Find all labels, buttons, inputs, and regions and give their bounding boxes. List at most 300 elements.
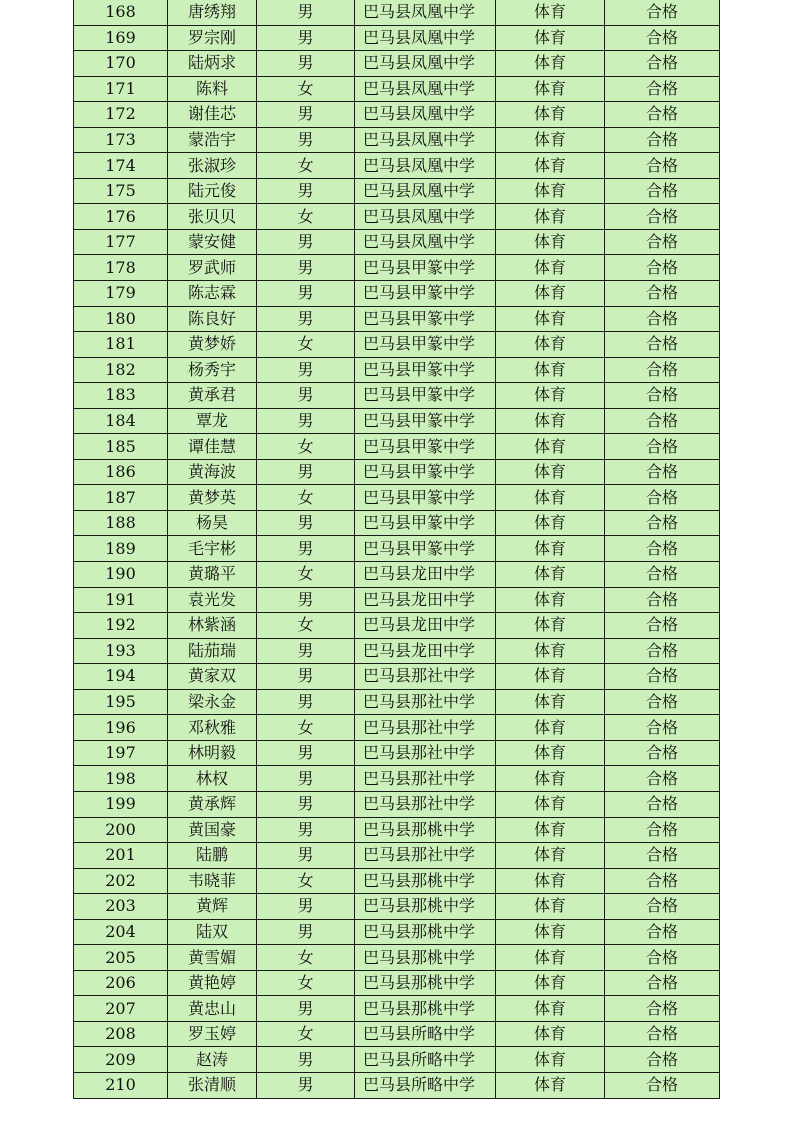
subject-cell: 体育	[496, 715, 605, 741]
student-name-cell: 罗玉婷	[168, 1021, 257, 1047]
row-number-cell: 191	[74, 587, 168, 613]
row-number-cell: 182	[74, 357, 168, 383]
gender-cell: 男	[257, 817, 355, 843]
subject-cell: 体育	[496, 76, 605, 102]
gender-cell: 男	[257, 740, 355, 766]
subject-cell: 体育	[496, 587, 605, 613]
result-cell: 合格	[605, 281, 720, 307]
table-row	[74, 127, 720, 153]
school-cell: 巴马县那社中学	[355, 664, 496, 690]
subject-cell: 体育	[496, 459, 605, 485]
result-cell: 合格	[605, 332, 720, 358]
gender-cell: 女	[257, 613, 355, 639]
gender-cell: 女	[257, 715, 355, 741]
gender-cell: 女	[257, 434, 355, 460]
gender-cell: 女	[257, 485, 355, 511]
student-name-cell: 罗武师	[168, 255, 257, 281]
student-name-cell: 黄梦娇	[168, 332, 257, 358]
row-number-cell: 203	[74, 894, 168, 920]
table-row	[74, 357, 720, 383]
result-cell: 合格	[605, 1072, 720, 1098]
student-name-cell: 谢佳芯	[168, 102, 257, 128]
gender-cell: 男	[257, 638, 355, 664]
result-cell: 合格	[605, 255, 720, 281]
gender-cell: 男	[257, 255, 355, 281]
row-number-cell: 204	[74, 919, 168, 945]
student-name-cell: 谭佳慧	[168, 434, 257, 460]
school-cell: 巴马县凤凰中学	[355, 25, 496, 51]
row-number-cell: 178	[74, 255, 168, 281]
gender-cell: 男	[257, 127, 355, 153]
result-cell: 合格	[605, 102, 720, 128]
gender-cell: 男	[257, 178, 355, 204]
table-row	[74, 281, 720, 307]
gender-cell: 男	[257, 25, 355, 51]
result-cell: 合格	[605, 791, 720, 817]
school-cell: 巴马县甲篆中学	[355, 536, 496, 562]
student-name-cell: 陆元俊	[168, 178, 257, 204]
student-name-cell: 黄海波	[168, 459, 257, 485]
table-row	[74, 715, 720, 741]
school-cell: 巴马县那桃中学	[355, 919, 496, 945]
row-number-cell: 184	[74, 408, 168, 434]
row-number-cell: 171	[74, 76, 168, 102]
row-number-cell: 200	[74, 817, 168, 843]
student-name-cell: 杨昊	[168, 510, 257, 536]
subject-cell: 体育	[496, 204, 605, 230]
table-row	[74, 434, 720, 460]
student-name-cell: 黄忠山	[168, 996, 257, 1022]
school-cell: 巴马县甲篆中学	[355, 510, 496, 536]
result-cell: 合格	[605, 740, 720, 766]
result-cell: 合格	[605, 843, 720, 869]
gender-cell: 女	[257, 204, 355, 230]
school-cell: 巴马县龙田中学	[355, 562, 496, 588]
gender-cell: 男	[257, 894, 355, 920]
gender-cell: 男	[257, 0, 355, 25]
gender-cell: 女	[257, 970, 355, 996]
school-cell: 巴马县凤凰中学	[355, 178, 496, 204]
student-name-cell: 唐绣翔	[168, 0, 257, 25]
row-number-cell: 175	[74, 178, 168, 204]
table-row	[74, 102, 720, 128]
row-number-cell: 186	[74, 459, 168, 485]
subject-cell: 体育	[496, 281, 605, 307]
table-row	[74, 1047, 720, 1073]
subject-cell: 体育	[496, 1021, 605, 1047]
student-name-cell: 黄承辉	[168, 791, 257, 817]
student-name-cell: 毛宇彬	[168, 536, 257, 562]
row-number-cell: 187	[74, 485, 168, 511]
subject-cell: 体育	[496, 970, 605, 996]
result-cell: 合格	[605, 715, 720, 741]
student-name-cell: 韦晓菲	[168, 868, 257, 894]
row-number-cell: 207	[74, 996, 168, 1022]
row-number-cell: 201	[74, 843, 168, 869]
gender-cell: 女	[257, 153, 355, 179]
result-cell: 合格	[605, 408, 720, 434]
subject-cell: 体育	[496, 127, 605, 153]
subject-cell: 体育	[496, 510, 605, 536]
row-number-cell: 181	[74, 332, 168, 358]
student-name-cell: 陆茄瑞	[168, 638, 257, 664]
gender-cell: 女	[257, 1021, 355, 1047]
school-cell: 巴马县甲篆中学	[355, 383, 496, 409]
result-cell: 合格	[605, 127, 720, 153]
row-number-cell: 197	[74, 740, 168, 766]
subject-cell: 体育	[496, 51, 605, 77]
table-row	[74, 945, 720, 971]
result-cell: 合格	[605, 945, 720, 971]
student-name-cell: 陆鹏	[168, 843, 257, 869]
school-cell: 巴马县那社中学	[355, 791, 496, 817]
result-cell: 合格	[605, 817, 720, 843]
row-number-cell: 174	[74, 153, 168, 179]
row-number-cell: 172	[74, 102, 168, 128]
student-name-cell: 张淑珍	[168, 153, 257, 179]
gender-cell: 女	[257, 76, 355, 102]
school-cell: 巴马县甲篆中学	[355, 306, 496, 332]
row-number-cell: 188	[74, 510, 168, 536]
row-number-cell: 206	[74, 970, 168, 996]
student-name-cell: 陆双	[168, 919, 257, 945]
results-table	[73, 0, 720, 1099]
result-cell: 合格	[605, 510, 720, 536]
row-number-cell: 202	[74, 868, 168, 894]
subject-cell: 体育	[496, 664, 605, 690]
gender-cell: 男	[257, 536, 355, 562]
row-number-cell: 190	[74, 562, 168, 588]
table-row	[74, 76, 720, 102]
subject-cell: 体育	[496, 740, 605, 766]
result-cell: 合格	[605, 1021, 720, 1047]
result-cell: 合格	[605, 51, 720, 77]
table-row	[74, 25, 720, 51]
result-cell: 合格	[605, 587, 720, 613]
result-cell: 合格	[605, 357, 720, 383]
table-row	[74, 562, 720, 588]
row-number-cell: 199	[74, 791, 168, 817]
student-name-cell: 蒙浩宇	[168, 127, 257, 153]
gender-cell: 男	[257, 1047, 355, 1073]
table-row	[74, 510, 720, 536]
table-row	[74, 791, 720, 817]
school-cell: 巴马县甲篆中学	[355, 255, 496, 281]
table-row	[74, 613, 720, 639]
results-table-body	[74, 0, 720, 1098]
result-cell: 合格	[605, 919, 720, 945]
result-cell: 合格	[605, 178, 720, 204]
school-cell: 巴马县甲篆中学	[355, 459, 496, 485]
gender-cell: 男	[257, 587, 355, 613]
row-number-cell: 177	[74, 229, 168, 255]
school-cell: 巴马县甲篆中学	[355, 357, 496, 383]
school-cell: 巴马县那社中学	[355, 843, 496, 869]
student-name-cell: 陆炳求	[168, 51, 257, 77]
student-name-cell: 林明毅	[168, 740, 257, 766]
student-name-cell: 黄梦英	[168, 485, 257, 511]
student-name-cell: 黄国豪	[168, 817, 257, 843]
student-name-cell: 张贝贝	[168, 204, 257, 230]
subject-cell: 体育	[496, 383, 605, 409]
table-row	[74, 996, 720, 1022]
student-name-cell: 黄雪媚	[168, 945, 257, 971]
subject-cell: 体育	[496, 1072, 605, 1098]
table-row	[74, 0, 720, 25]
school-cell: 巴马县那桃中学	[355, 868, 496, 894]
school-cell: 巴马县那桃中学	[355, 894, 496, 920]
subject-cell: 体育	[496, 306, 605, 332]
table-row	[74, 153, 720, 179]
gender-cell: 男	[257, 383, 355, 409]
subject-cell: 体育	[496, 791, 605, 817]
school-cell: 巴马县那社中学	[355, 740, 496, 766]
school-cell: 巴马县凤凰中学	[355, 102, 496, 128]
subject-cell: 体育	[496, 255, 605, 281]
student-name-cell: 杨秀宇	[168, 357, 257, 383]
school-cell: 巴马县甲篆中学	[355, 281, 496, 307]
gender-cell: 男	[257, 281, 355, 307]
student-name-cell: 陈料	[168, 76, 257, 102]
row-number-cell: 205	[74, 945, 168, 971]
gender-cell: 男	[257, 229, 355, 255]
student-name-cell: 覃龙	[168, 408, 257, 434]
table-row	[74, 178, 720, 204]
table-row	[74, 919, 720, 945]
row-number-cell: 198	[74, 766, 168, 792]
row-number-cell: 170	[74, 51, 168, 77]
subject-cell: 体育	[496, 408, 605, 434]
subject-cell: 体育	[496, 178, 605, 204]
school-cell: 巴马县龙田中学	[355, 613, 496, 639]
subject-cell: 体育	[496, 485, 605, 511]
result-cell: 合格	[605, 536, 720, 562]
row-number-cell: 180	[74, 306, 168, 332]
subject-cell: 体育	[496, 1047, 605, 1073]
school-cell: 巴马县凤凰中学	[355, 229, 496, 255]
row-number-cell: 196	[74, 715, 168, 741]
subject-cell: 体育	[496, 894, 605, 920]
row-number-cell: 193	[74, 638, 168, 664]
subject-cell: 体育	[496, 638, 605, 664]
table-row	[74, 894, 720, 920]
school-cell: 巴马县所略中学	[355, 1072, 496, 1098]
subject-cell: 体育	[496, 766, 605, 792]
result-cell: 合格	[605, 306, 720, 332]
table-row	[74, 587, 720, 613]
result-cell: 合格	[605, 664, 720, 690]
gender-cell: 男	[257, 357, 355, 383]
table-row	[74, 689, 720, 715]
gender-cell: 女	[257, 868, 355, 894]
row-number-cell: 195	[74, 689, 168, 715]
row-number-cell: 194	[74, 664, 168, 690]
student-name-cell: 梁永金	[168, 689, 257, 715]
table-row	[74, 766, 720, 792]
student-name-cell: 邓秋雅	[168, 715, 257, 741]
gender-cell: 男	[257, 1072, 355, 1098]
table-row	[74, 51, 720, 77]
student-name-cell: 黄艳婷	[168, 970, 257, 996]
subject-cell: 体育	[496, 613, 605, 639]
row-number-cell: 169	[74, 25, 168, 51]
row-number-cell: 209	[74, 1047, 168, 1073]
result-cell: 合格	[605, 970, 720, 996]
table-row	[74, 970, 720, 996]
table-row	[74, 740, 720, 766]
table-row	[74, 536, 720, 562]
result-cell: 合格	[605, 0, 720, 25]
gender-cell: 男	[257, 766, 355, 792]
gender-cell: 男	[257, 510, 355, 536]
school-cell: 巴马县所略中学	[355, 1047, 496, 1073]
gender-cell: 男	[257, 306, 355, 332]
school-cell: 巴马县那桃中学	[355, 817, 496, 843]
school-cell: 巴马县那桃中学	[355, 996, 496, 1022]
result-cell: 合格	[605, 562, 720, 588]
school-cell: 巴马县那社中学	[355, 689, 496, 715]
result-cell: 合格	[605, 868, 720, 894]
gender-cell: 男	[257, 996, 355, 1022]
student-name-cell: 林权	[168, 766, 257, 792]
result-cell: 合格	[605, 1047, 720, 1073]
table-row	[74, 1072, 720, 1098]
subject-cell: 体育	[496, 919, 605, 945]
school-cell: 巴马县凤凰中学	[355, 0, 496, 25]
table-row	[74, 306, 720, 332]
table-row	[74, 664, 720, 690]
school-cell: 巴马县凤凰中学	[355, 153, 496, 179]
school-cell: 巴马县那社中学	[355, 715, 496, 741]
subject-cell: 体育	[496, 357, 605, 383]
subject-cell: 体育	[496, 945, 605, 971]
subject-cell: 体育	[496, 332, 605, 358]
row-number-cell: 192	[74, 613, 168, 639]
student-name-cell: 黄辉	[168, 894, 257, 920]
gender-cell: 男	[257, 51, 355, 77]
table-row	[74, 408, 720, 434]
row-number-cell: 173	[74, 127, 168, 153]
gender-cell: 男	[257, 791, 355, 817]
results-sheet	[73, 0, 719, 1099]
result-cell: 合格	[605, 613, 720, 639]
school-cell: 巴马县甲篆中学	[355, 434, 496, 460]
table-row	[74, 817, 720, 843]
gender-cell: 男	[257, 664, 355, 690]
table-row	[74, 1021, 720, 1047]
result-cell: 合格	[605, 434, 720, 460]
school-cell: 巴马县凤凰中学	[355, 127, 496, 153]
table-row	[74, 868, 720, 894]
student-name-cell: 张清顺	[168, 1072, 257, 1098]
gender-cell: 女	[257, 945, 355, 971]
school-cell: 巴马县龙田中学	[355, 638, 496, 664]
subject-cell: 体育	[496, 229, 605, 255]
gender-cell: 男	[257, 843, 355, 869]
row-number-cell: 176	[74, 204, 168, 230]
subject-cell: 体育	[496, 996, 605, 1022]
table-row	[74, 229, 720, 255]
row-number-cell: 210	[74, 1072, 168, 1098]
gender-cell: 男	[257, 459, 355, 485]
student-name-cell: 罗宗刚	[168, 25, 257, 51]
result-cell: 合格	[605, 996, 720, 1022]
school-cell: 巴马县凤凰中学	[355, 76, 496, 102]
table-row	[74, 638, 720, 664]
result-cell: 合格	[605, 689, 720, 715]
gender-cell: 男	[257, 408, 355, 434]
school-cell: 巴马县凤凰中学	[355, 204, 496, 230]
result-cell: 合格	[605, 485, 720, 511]
school-cell: 巴马县那社中学	[355, 766, 496, 792]
student-name-cell: 陈良好	[168, 306, 257, 332]
gender-cell: 女	[257, 332, 355, 358]
result-cell: 合格	[605, 459, 720, 485]
student-name-cell: 黄承君	[168, 383, 257, 409]
table-row	[74, 332, 720, 358]
result-cell: 合格	[605, 383, 720, 409]
school-cell: 巴马县那桃中学	[355, 970, 496, 996]
result-cell: 合格	[605, 204, 720, 230]
table-row	[74, 383, 720, 409]
student-name-cell: 黄家双	[168, 664, 257, 690]
school-cell: 巴马县龙田中学	[355, 587, 496, 613]
subject-cell: 体育	[496, 434, 605, 460]
result-cell: 合格	[605, 25, 720, 51]
result-cell: 合格	[605, 638, 720, 664]
student-name-cell: 赵涛	[168, 1047, 257, 1073]
student-name-cell: 蒙安健	[168, 229, 257, 255]
result-cell: 合格	[605, 229, 720, 255]
gender-cell: 男	[257, 919, 355, 945]
table-row	[74, 255, 720, 281]
subject-cell: 体育	[496, 817, 605, 843]
subject-cell: 体育	[496, 102, 605, 128]
table-row	[74, 204, 720, 230]
subject-cell: 体育	[496, 536, 605, 562]
student-name-cell: 袁光发	[168, 587, 257, 613]
gender-cell: 男	[257, 689, 355, 715]
result-cell: 合格	[605, 153, 720, 179]
subject-cell: 体育	[496, 25, 605, 51]
gender-cell: 女	[257, 562, 355, 588]
table-row	[74, 843, 720, 869]
subject-cell: 体育	[496, 153, 605, 179]
table-row	[74, 459, 720, 485]
row-number-cell: 208	[74, 1021, 168, 1047]
row-number-cell: 168	[74, 0, 168, 25]
result-cell: 合格	[605, 76, 720, 102]
school-cell: 巴马县凤凰中学	[355, 51, 496, 77]
subject-cell: 体育	[496, 0, 605, 25]
row-number-cell: 179	[74, 281, 168, 307]
result-cell: 合格	[605, 894, 720, 920]
gender-cell: 男	[257, 102, 355, 128]
school-cell: 巴马县甲篆中学	[355, 485, 496, 511]
subject-cell: 体育	[496, 868, 605, 894]
school-cell: 巴马县那桃中学	[355, 945, 496, 971]
school-cell: 巴马县所略中学	[355, 1021, 496, 1047]
subject-cell: 体育	[496, 562, 605, 588]
student-name-cell: 林紫涵	[168, 613, 257, 639]
table-row	[74, 485, 720, 511]
subject-cell: 体育	[496, 689, 605, 715]
student-name-cell: 黄璐平	[168, 562, 257, 588]
row-number-cell: 183	[74, 383, 168, 409]
subject-cell: 体育	[496, 843, 605, 869]
school-cell: 巴马县甲篆中学	[355, 332, 496, 358]
row-number-cell: 189	[74, 536, 168, 562]
